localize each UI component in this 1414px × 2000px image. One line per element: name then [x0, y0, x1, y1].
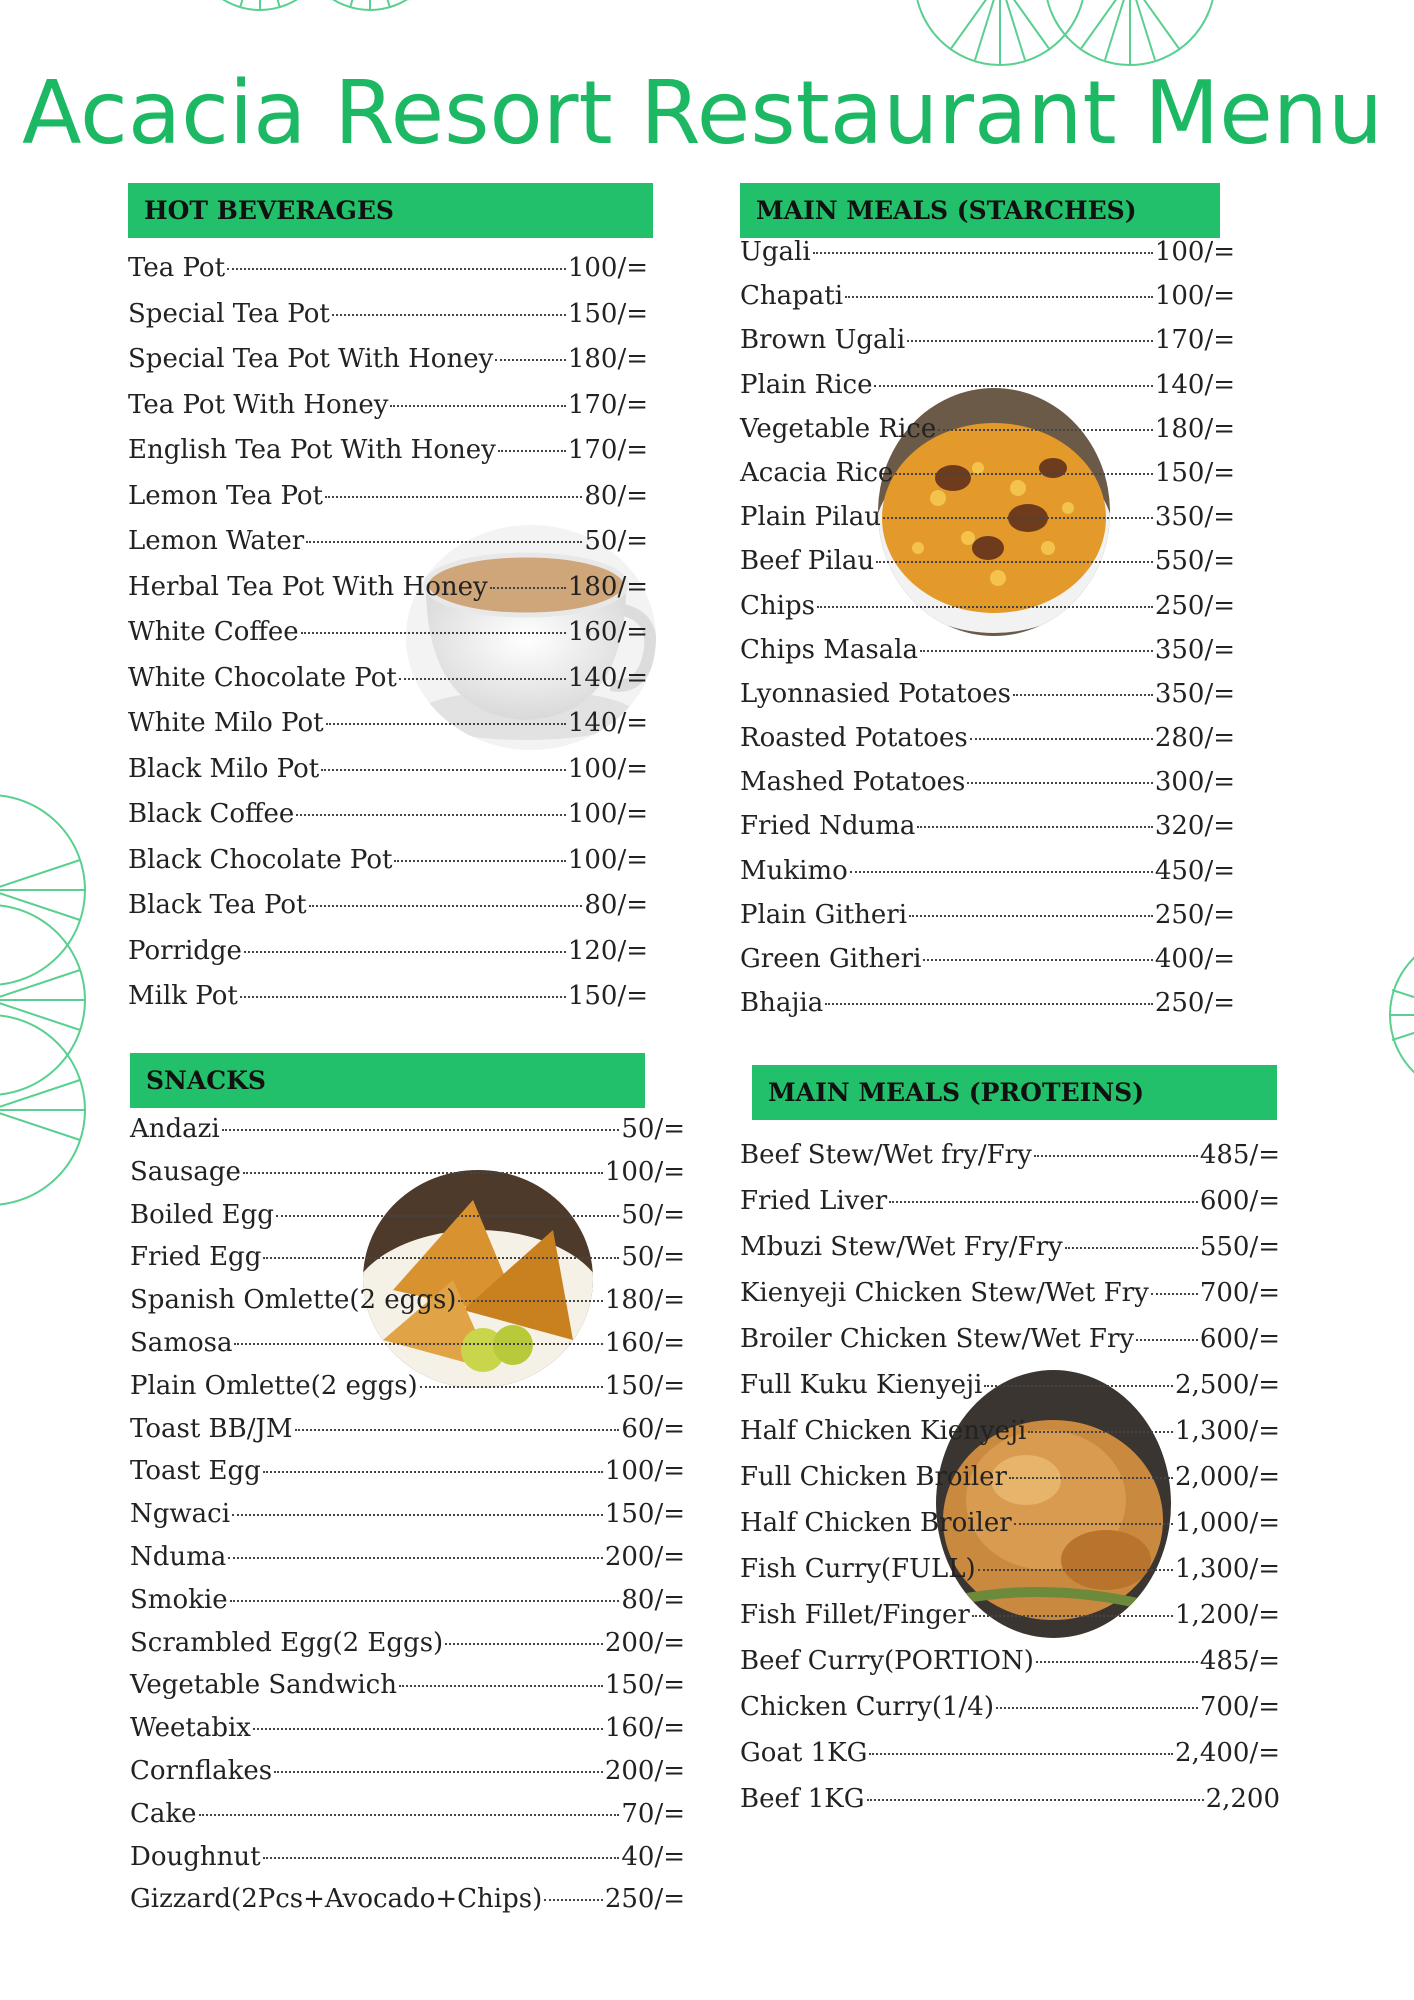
menu-item-price: 100/=: [604, 1456, 685, 1487]
dot-leader: [1151, 1293, 1198, 1295]
hot-beverages-header: HOT BEVERAGES: [128, 183, 653, 238]
menu-item-name: Lemon Tea Pot: [128, 480, 323, 511]
menu-item-price: 550/=: [1154, 546, 1235, 577]
dot-leader: [938, 429, 1153, 431]
dot-leader: [845, 296, 1153, 298]
menu-item-price: 150/=: [604, 1670, 685, 1701]
menu-item-name: Tea Pot With Honey: [128, 389, 389, 420]
menu-item: [128, 565, 648, 611]
menu-item-price: 160/=: [604, 1713, 685, 1744]
menu-item-name: Fried Liver: [740, 1186, 888, 1216]
menu-item-price: 170/=: [567, 389, 648, 420]
menu-item-name: Brown Ugali: [740, 325, 906, 356]
menu-item-price: 2,000/=: [1175, 1462, 1280, 1492]
menu-item: [130, 1536, 685, 1579]
menu-item-name: Roasted Potatoes: [740, 723, 968, 754]
menu-item-price: 250/=: [604, 1884, 685, 1915]
dot-leader: [996, 1707, 1198, 1709]
menu-item: [740, 584, 1235, 628]
menu-item: [740, 539, 1235, 583]
menu-item-name: Herbal Tea Pot With Honey: [128, 571, 488, 602]
dot-leader: [390, 405, 565, 407]
dot-leader: [263, 1857, 620, 1859]
menu-item-price: 250/=: [1154, 988, 1235, 1019]
dot-leader: [917, 826, 1152, 828]
menu-item: [740, 1408, 1280, 1454]
menu-item-name: Nduma: [130, 1541, 227, 1572]
dot-leader: [970, 738, 1153, 740]
menu-item-price: 1,200/=: [1175, 1600, 1280, 1630]
menu-item: [740, 1316, 1280, 1362]
menu-item-name: Fried Nduma: [740, 811, 916, 842]
dot-leader: [332, 314, 566, 316]
menu-item-price: 350/=: [1154, 502, 1235, 533]
menu-item: [740, 1684, 1280, 1730]
dot-leader: [394, 860, 565, 862]
menu-item-name: Beef Stew/Wet fry/Fry: [740, 1140, 1032, 1170]
dot-leader: [227, 268, 566, 270]
menu-item: [740, 937, 1235, 981]
menu-item-price: 250/=: [1154, 590, 1235, 621]
starches-header: MAIN MEALS (STARCHES): [740, 183, 1220, 238]
menu-item: [740, 274, 1235, 318]
menu-item-name: Lemon Water: [128, 526, 305, 556]
menu-item: [128, 383, 648, 429]
menu-item-price: 280/=: [1154, 723, 1235, 754]
dot-leader: [895, 473, 1153, 475]
dot-leader: [244, 951, 566, 953]
menu-item-name: Porridge: [128, 935, 242, 966]
dot-leader: [199, 1814, 620, 1816]
menu-item-price: 600/=: [1199, 1186, 1280, 1216]
menu-item-name: Andazi: [130, 1114, 220, 1144]
menu-item: [128, 838, 648, 884]
menu-item: [740, 760, 1235, 804]
menu-item-price: 450/=: [1154, 855, 1235, 886]
menu-item-name: Gizzard(2Pcs+Avocado+Chips): [130, 1884, 543, 1915]
dot-leader: [817, 606, 1153, 608]
menu-item-price: 180/=: [567, 344, 648, 374]
menu-item-price: 150/=: [567, 981, 648, 1011]
dot-leader: [876, 561, 1153, 563]
menu-item-name: Toast BB/JM: [130, 1413, 293, 1444]
menu-item-price: 120/=: [567, 935, 648, 966]
menu-item: [130, 1493, 685, 1536]
menu-item-price: 550/=: [1199, 1232, 1280, 1262]
menu-item-name: Doughnut: [130, 1841, 261, 1872]
dot-leader: [222, 1129, 620, 1131]
menu-item-name: Cake: [130, 1798, 197, 1829]
dot-leader: [967, 782, 1152, 784]
dot-leader: [907, 340, 1153, 342]
menu-item: [128, 929, 648, 975]
menu-item-price: 140/=: [567, 708, 648, 738]
dot-leader: [1136, 1339, 1198, 1341]
menu-item-name: Vegetable Rice: [740, 413, 937, 444]
menu-item-price: 150/=: [604, 1499, 685, 1530]
menu-item: [128, 974, 648, 1020]
menu-item-name: Chapati: [740, 281, 844, 312]
dot-leader: [920, 650, 1153, 652]
dot-leader: [909, 915, 1153, 917]
dot-leader: [825, 1003, 1153, 1005]
menu-item-price: 180/=: [567, 571, 648, 602]
menu-item-name: Chips Masala: [740, 634, 918, 665]
dot-leader: [1013, 694, 1153, 696]
dot-leader: [326, 723, 566, 725]
menu-item: [128, 292, 648, 338]
dot-leader: [325, 496, 582, 498]
menu-item: [740, 1270, 1280, 1316]
menu-item-price: 170/=: [1154, 325, 1235, 356]
menu-item-name: Black Coffee: [128, 799, 295, 829]
dot-leader: [420, 1386, 603, 1388]
menu-item-name: Half Chicken Kienyeji: [740, 1416, 1027, 1446]
menu-item-name: Chicken Curry(1/4): [740, 1692, 994, 1722]
menu-item-name: Black Tea Pot: [128, 890, 307, 920]
menu-item-name: Mashed Potatoes: [740, 767, 966, 798]
menu-item: [740, 981, 1235, 1025]
menu-item-price: 150/=: [567, 298, 648, 329]
menu-item-name: Fried Egg: [130, 1242, 262, 1273]
menu-item: [130, 1322, 685, 1365]
dot-leader: [263, 1471, 603, 1473]
menu-item-name: Ngwaci: [130, 1499, 231, 1530]
dot-leader: [253, 1728, 603, 1730]
menu-item-price: 80/=: [584, 480, 648, 511]
menu-item: [740, 1132, 1280, 1178]
dot-leader: [1036, 1661, 1198, 1663]
menu-item-name: Black Chocolate Pot: [128, 844, 393, 875]
dot-leader: [243, 1172, 603, 1174]
dot-leader: [445, 1643, 603, 1645]
menu-item-price: 150/=: [604, 1370, 685, 1401]
dot-leader: [1028, 1431, 1173, 1433]
dot-leader: [296, 814, 566, 816]
decorative-pattern-left: [0, 780, 110, 1220]
menu-item-name: White Milo Pot: [128, 708, 324, 738]
dot-leader: [276, 1215, 619, 1217]
menu-item: [740, 1730, 1280, 1776]
menu-item-name: Tea Pot: [128, 253, 226, 283]
menu-item-name: Beef Curry(PORTION): [740, 1646, 1034, 1676]
menu-item-price: 150/=: [1154, 457, 1235, 488]
menu-item: [130, 1664, 685, 1707]
menu-item-name: Full Chicken Broiler: [740, 1462, 1007, 1492]
menu-item: [740, 363, 1235, 407]
menu-item-name: Special Tea Pot: [128, 298, 330, 329]
dot-leader: [544, 1899, 603, 1901]
menu-item-name: Black Milo Pot: [128, 753, 320, 784]
menu-item: [128, 747, 648, 793]
dot-leader: [883, 517, 1153, 519]
dot-leader: [301, 632, 566, 634]
menu-item: [128, 883, 648, 929]
menu-item-name: Scrambled Egg(2 Eggs): [130, 1627, 444, 1658]
menu-item-name: Ugali: [740, 237, 811, 267]
menu-item-price: 100/=: [567, 844, 648, 875]
menu-item-price: 170/=: [567, 435, 648, 465]
menu-item-name: Acacia Rice: [740, 457, 894, 488]
proteins-list: [740, 1132, 1280, 1822]
menu-item-name: Lyonnasied Potatoes: [740, 678, 1011, 709]
snacks-header: SNACKS: [130, 1053, 645, 1108]
menu-item-name: Weetabix: [130, 1713, 251, 1744]
dot-leader: [399, 678, 566, 680]
menu-item-name: Plain Omlette(2 eggs): [130, 1370, 418, 1401]
menu-item: [128, 792, 648, 838]
menu-item: [130, 1707, 685, 1750]
menu-item-price: 50/=: [621, 1114, 685, 1144]
decorative-pattern-right: [1380, 920, 1414, 1120]
menu-item: [740, 1362, 1280, 1408]
menu-item-name: Beef Pilau: [740, 546, 875, 577]
dot-leader: [306, 541, 582, 543]
dot-leader: [232, 1514, 603, 1516]
menu-item-name: Goat 1KG: [740, 1738, 868, 1768]
menu-item-price: 100/=: [1154, 281, 1235, 312]
menu-item-name: Mbuzi Stew/Wet Fry/Fry: [740, 1232, 1063, 1262]
menu-item-price: 320/=: [1154, 811, 1235, 842]
menu-item-price: 200/=: [604, 1755, 685, 1786]
menu-item: [128, 337, 648, 383]
menu-item: [740, 1776, 1280, 1822]
hot-beverages-list: [128, 246, 653, 1020]
dot-leader: [274, 1771, 603, 1773]
dot-leader: [978, 1569, 1173, 1571]
hot-beverages-section: [128, 183, 653, 1020]
menu-item: [128, 610, 648, 656]
menu-item: [740, 1546, 1280, 1592]
menu-item-name: White Coffee: [128, 617, 299, 647]
menu-item-price: 60/=: [621, 1413, 685, 1444]
menu-item-price: 300/=: [1154, 767, 1235, 798]
menu-item-price: 400/=: [1154, 944, 1235, 974]
menu-item: [128, 246, 648, 292]
dot-leader: [1065, 1247, 1198, 1249]
menu-item-name: Mukimo: [740, 855, 848, 886]
menu-item-name: Bhajia: [740, 988, 824, 1019]
menu-item-price: 485/=: [1199, 1646, 1280, 1676]
menu-item-price: 350/=: [1154, 634, 1235, 665]
menu-item: [740, 893, 1235, 937]
starches-list: [740, 230, 1235, 1025]
menu-item-name: Milk Pot: [128, 981, 238, 1011]
menu-item-price: 100/=: [567, 799, 648, 829]
menu-item: [740, 230, 1235, 274]
menu-item: [130, 1793, 685, 1836]
dot-leader: [972, 1615, 1173, 1617]
dot-leader: [399, 1685, 603, 1687]
dot-leader: [850, 871, 1153, 873]
menu-item: [740, 1592, 1280, 1638]
menu-item: [130, 1408, 685, 1451]
dot-leader: [1014, 1523, 1173, 1525]
menu-item: [130, 1450, 685, 1493]
dot-leader: [495, 359, 566, 361]
menu-item: [130, 1622, 685, 1665]
menu-item: [128, 656, 648, 702]
menu-item-price: 140/=: [1154, 369, 1235, 400]
menu-item: [130, 1108, 685, 1151]
menu-item-name: Spanish Omlette(2 eggs): [130, 1285, 457, 1316]
menu-item: [740, 1454, 1280, 1500]
menu-item-price: 485/=: [1199, 1140, 1280, 1170]
menu-item-price: 600/=: [1199, 1324, 1280, 1354]
page-title: Acacia Resort Restaurant Menu: [22, 62, 1384, 164]
menu-item-price: 1,300/=: [1175, 1416, 1280, 1446]
dot-leader: [889, 1201, 1198, 1203]
menu-item: [740, 672, 1235, 716]
menu-item-price: 180/=: [604, 1285, 685, 1316]
snacks-section: [130, 1053, 685, 1921]
menu-item: [740, 716, 1235, 760]
menu-item-name: Full Kuku Kienyeji: [740, 1370, 983, 1400]
dot-leader: [1009, 1477, 1173, 1479]
menu-item-price: 100/=: [567, 253, 648, 283]
menu-item-price: 1,300/=: [1175, 1554, 1280, 1584]
menu-item: [130, 1151, 685, 1194]
menu-item: [740, 495, 1235, 539]
menu-item-price: 50/=: [621, 1199, 685, 1230]
menu-item: [128, 474, 648, 520]
menu-item: [740, 451, 1235, 495]
menu-item-price: 2,400/=: [1175, 1738, 1280, 1768]
menu-item: [740, 1638, 1280, 1684]
menu-item-price: 140/=: [567, 662, 648, 693]
dot-leader: [923, 959, 1152, 961]
menu-item-price: 1,000/=: [1175, 1508, 1280, 1538]
menu-item-price: 180/=: [1154, 413, 1235, 444]
menu-item-name: Special Tea Pot With Honey: [128, 344, 494, 374]
menu-item: [130, 1579, 685, 1622]
menu-item-name: Half Chicken Broiler: [740, 1508, 1012, 1538]
menu-item-name: Chips: [740, 590, 815, 621]
menu-item: [130, 1365, 685, 1408]
dot-leader: [230, 1600, 620, 1602]
menu-item: [740, 407, 1235, 451]
menu-item: [128, 519, 648, 565]
menu-item-name: Plain Rice: [740, 369, 873, 400]
menu-item-price: 70/=: [621, 1798, 685, 1829]
menu-item-price: 2,200: [1205, 1784, 1280, 1814]
menu-item-name: Vegetable Sandwich: [130, 1670, 397, 1701]
menu-item: [740, 804, 1235, 848]
menu-item-price: 80/=: [621, 1584, 685, 1615]
starches-section: [740, 183, 1235, 1025]
menu-item: [130, 1194, 685, 1237]
menu-item-name: Fish Fillet/Finger: [740, 1600, 970, 1630]
menu-item-price: 160/=: [604, 1327, 685, 1358]
menu-item: [130, 1236, 685, 1279]
menu-item: [740, 1224, 1280, 1270]
menu-item: [130, 1878, 685, 1921]
menu-item-price: 160/=: [567, 617, 648, 647]
dot-leader: [321, 769, 566, 771]
menu-item-price: 2,500/=: [1175, 1370, 1280, 1400]
menu-item: [740, 849, 1235, 893]
menu-item-price: 100/=: [1154, 237, 1235, 267]
proteins-header: MAIN MEALS (PROTEINS): [752, 1065, 1277, 1120]
menu-item-name: Green Githeri: [740, 944, 922, 974]
dot-leader: [309, 905, 583, 907]
menu-item-name: Smokie: [130, 1584, 228, 1615]
menu-item-price: 200/=: [604, 1627, 685, 1658]
menu-item-name: Broiler Chicken Stew/Wet Fry: [740, 1324, 1135, 1354]
dot-leader: [228, 1557, 603, 1559]
menu-item-name: Toast Egg: [130, 1456, 261, 1487]
menu-item-price: 250/=: [1154, 899, 1235, 930]
menu-item-price: 80/=: [584, 890, 648, 920]
menu-item-price: 350/=: [1154, 678, 1235, 709]
menu-item: [130, 1750, 685, 1793]
menu-item-name: Plain Githeri: [740, 899, 908, 930]
dot-leader: [295, 1429, 620, 1431]
menu-item-price: 50/=: [621, 1242, 685, 1273]
dot-leader: [984, 1385, 1173, 1387]
dot-leader: [490, 587, 566, 589]
menu-item-price: 50/=: [584, 526, 648, 556]
menu-item-name: Fish Curry(FULL): [740, 1554, 976, 1584]
menu-item-price: 100/=: [567, 753, 648, 784]
dot-leader: [234, 1343, 602, 1345]
dot-leader: [240, 996, 566, 998]
menu-item-price: 100/=: [604, 1156, 685, 1187]
menu-item: [130, 1279, 685, 1322]
menu-item-price: 700/=: [1199, 1278, 1280, 1308]
menu-item-name: White Chocolate Pot: [128, 662, 397, 693]
dot-leader: [458, 1300, 602, 1302]
menu-item: [740, 318, 1235, 362]
menu-item: [740, 1178, 1280, 1224]
menu-item: [130, 1836, 685, 1879]
menu-item-name: Kienyeji Chicken Stew/Wet Fry: [740, 1278, 1149, 1308]
menu-item-name: Beef 1KG: [740, 1784, 865, 1814]
menu-item: [740, 1500, 1280, 1546]
dot-leader: [869, 1753, 1173, 1755]
menu-item-price: 40/=: [621, 1841, 685, 1872]
dot-leader: [867, 1799, 1204, 1801]
menu-item: [128, 701, 648, 747]
dot-leader: [813, 252, 1153, 254]
menu-item-name: English Tea Pot With Honey: [128, 435, 496, 465]
dot-leader: [263, 1257, 619, 1259]
menu-item-name: Samosa: [130, 1327, 233, 1358]
snacks-list: [130, 1108, 685, 1921]
menu-item: [128, 428, 648, 474]
menu-item: [740, 628, 1235, 672]
menu-item-name: Plain Pilau: [740, 502, 882, 533]
menu-item-price: 700/=: [1199, 1692, 1280, 1722]
menu-item-name: Boiled Egg: [130, 1199, 274, 1230]
dot-leader: [874, 385, 1152, 387]
menu-item-name: Sausage: [130, 1156, 241, 1187]
dot-leader: [1034, 1155, 1198, 1157]
menu-item-name: Cornflakes: [130, 1755, 273, 1786]
dot-leader: [498, 450, 566, 452]
proteins-section: [740, 1065, 1280, 1822]
menu-item-price: 200/=: [604, 1541, 685, 1572]
